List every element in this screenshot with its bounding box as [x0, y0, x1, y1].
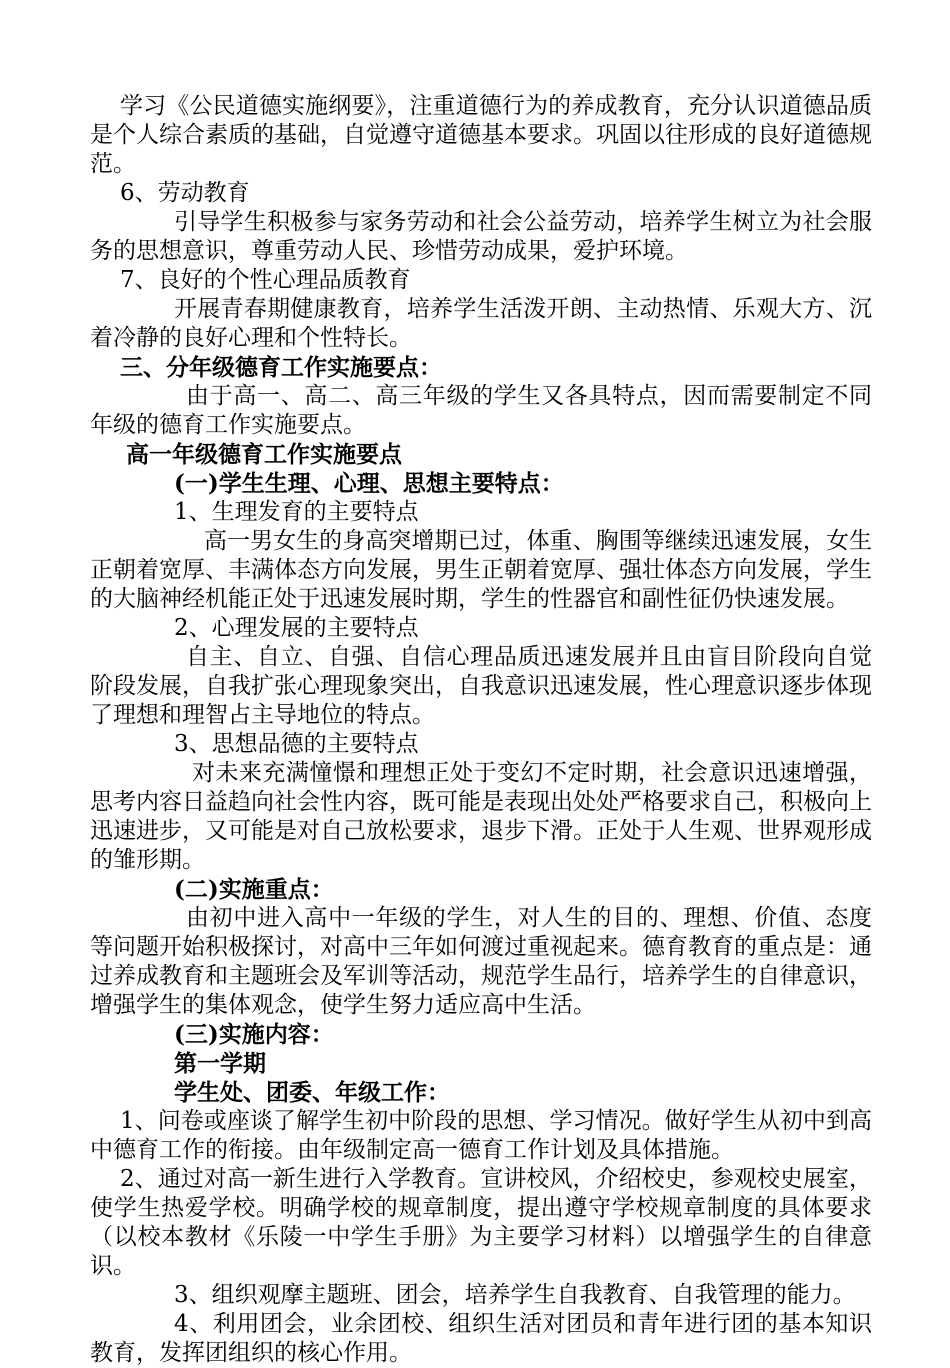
list-item-league-education: 4、利用团会，业余团校、组织生活对团员和青年进行团的基本知识教育，发挥团组织的核心作用。	[90, 1311, 872, 1366]
subheading-student-traits: (一)学生生理、心理、思想主要特点：	[174, 470, 564, 497]
paragraph-labor-education: 引导学生积极参与家务劳动和社会公益劳动，培养学生树立为社会服务的思想意识，尊重劳动人民、珍惜劳动成果，爱护环境。	[90, 209, 872, 264]
heading-labor-education: 6、劳动教育	[120, 180, 250, 206]
heading-psychological-development: 2、心理发展的主要特点	[174, 615, 419, 641]
heading-personality-psychology: 7、良好的个性心理品质教育	[120, 267, 411, 293]
paragraph-moral-character: 对未来充满憧憬和理想正处于变幻不定时期，社会意识迅速增强，思考内容日益趋向社会性内容，既可能是表现出处处严格要求自己，积极向上迅速进步，又可能是对自己放松要求，退步下滑。正处于人生观、世界观形成的雏形期。	[90, 760, 872, 873]
paragraph-implementation-focus: 由初中进入高中一年级的学生，对人生的目的、理想、价值、态度等问题开始积极探讨，对高中三年如何渡过重视起来。德育教育的重点是：通过养成教育和主题班会及军训等活动，规范学生品行，培养学生的自律意识，增强学生的集体观念，使学生努力适应高中生活。	[90, 905, 872, 1018]
heading-first-semester: 第一学期	[174, 1050, 266, 1077]
subheading-implementation-focus: (二)实施重点：	[174, 876, 334, 903]
paragraph-psychological-development: 自主、自立、自强、自信心理品质迅速发展并且由盲目阶段向自觉阶段发展，自我扩张心理现象突出，自我意识迅速发展，性心理意识逐步体现了理想和理智占主导地位的特点。	[90, 644, 872, 728]
subheading-implementation-content: (三)实施内容：	[174, 1021, 334, 1048]
list-item-orientation: 2、通过对高一新生进行入学教育。宣讲校风，介绍校史，参观校史展室，使学生热爱学校。明确学校的规章制度，提出遵守学校规章制度的具体要求（以校本教材《乐陵一中学生手册》为主要学习材料）以增强学生的自律意识。	[90, 1166, 872, 1279]
list-item-questionnaire: 1、问卷或座谈了解学生初中阶段的思想、学习情况。做好学生从初中到高中德育工作的衔接。由年级制定高一德育工作计划及具体措施。	[90, 1108, 872, 1163]
paragraph-moral-outline: 学习《公民道德实施纲要》，注重道德行为的养成教育，充分认识道德品质是个人综合素质的基础，自觉遵守道德基本要求。巩固以往形成的良好道德规范。	[90, 93, 872, 177]
paragraph-personality-psychology: 开展青春期健康教育，培养学生活泼开朗、主动热情、乐观大方、沉着冷静的良好心理和个性特长。	[90, 296, 872, 351]
paragraph-physical-development: 高一男女生的身高突增期已过，体重、胸围等继续迅速发展，女生正朝着宽厚、丰满体态方向发展，男生正朝着宽厚、强壮体态方向发展，学生的大脑神经机能正处于迅速发展时期，学生的性器官和副性征仍快速发展。	[90, 528, 872, 612]
heading-physical-development: 1、生理发育的主要特点	[174, 499, 419, 525]
heading-student-affairs-work: 学生处、团委、年级工作：	[174, 1079, 450, 1106]
list-item-theme-meeting: 3、组织观摩主题班、团会，培养学生自我教育、自我管理的能力。	[174, 1282, 856, 1308]
section-heading-grade-implementation: 三、分年级德育工作实施要点：	[120, 354, 442, 381]
heading-grade-one: 高一年级德育工作实施要点	[126, 441, 402, 468]
paragraph-grade-intro: 由于高一、高二、高三年级的学生又各具特点，因而需要制定不同年级的德育工作实施要点。	[90, 383, 872, 438]
document-body	[90, 92, 872, 1368]
heading-moral-character: 3、思想品德的主要特点	[174, 731, 419, 757]
